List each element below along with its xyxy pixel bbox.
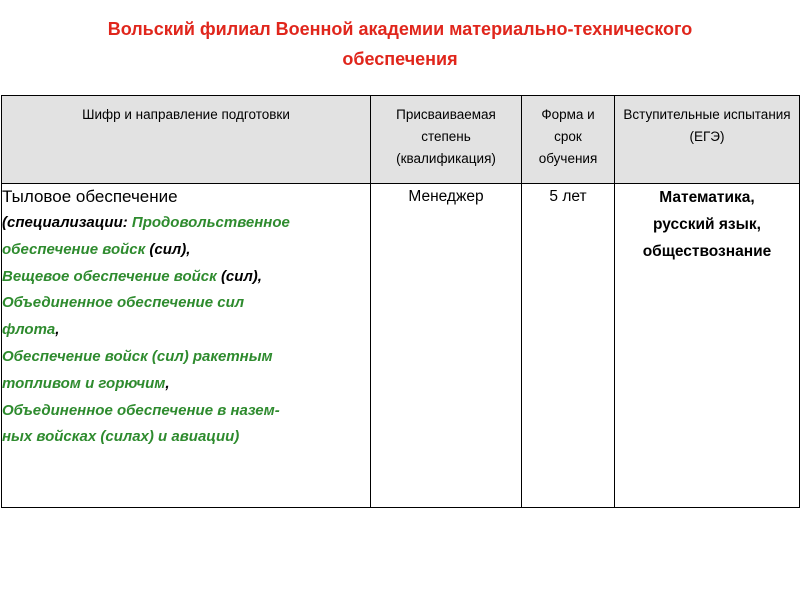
spec-line: (сил), (149, 240, 191, 258)
exam-item: обществознание (642, 243, 772, 260)
duration-value: 5 лет (549, 188, 587, 205)
header-study-form (522, 96, 615, 184)
specializations-list (2, 210, 370, 451)
spec-line: Объединенное обеспечение в назем- (2, 401, 280, 419)
spec-line: флота (2, 321, 56, 339)
exam-item: Математика, (659, 189, 755, 206)
qualification-value: Менеджер (408, 188, 484, 205)
table-header-row (2, 96, 800, 184)
spec-line: , (165, 374, 170, 392)
page-title-line-1: Вольский филиал Военной академии материально-технического (107, 19, 693, 39)
spec-line: , (55, 321, 60, 339)
spec-line: ных войсках (силах) и авиации) (2, 428, 240, 446)
spec-line: Продовольственное (131, 214, 290, 231)
spec-line: Объединенное обеспечение сил (2, 294, 245, 312)
spec-line: топливом и горючим (2, 374, 166, 392)
spec-line: Обеспечение войск (сил) ракетным (2, 347, 273, 365)
spec-label: специализации: (7, 214, 128, 231)
header-entrance-exams-label: Вступительные испытания (ЕГЭ) (623, 107, 791, 144)
header-entrance-exams (615, 96, 800, 184)
programs-table (1, 95, 800, 508)
direction-title: Тыловое обеспечение (2, 187, 178, 206)
header-qualification (371, 96, 522, 184)
direction-cell (2, 184, 371, 508)
header-qualification-label: Присваиваемая степень (квалификация) (396, 107, 496, 166)
header-direction-label: Шифр и направление подготовки (82, 107, 290, 122)
page-title-line-2: обеспечения (342, 49, 458, 69)
header-direction (2, 96, 371, 184)
page-title (20, 14, 780, 74)
table-row (2, 184, 800, 508)
exam-item: русский язык, (653, 216, 761, 233)
spec-line: Вещевое обеспечение войск (2, 267, 217, 285)
duration-cell (522, 184, 615, 508)
spec-line: (сил), (220, 267, 262, 285)
header-study-form-label: Форма и срок обучения (538, 107, 598, 166)
qualification-cell (371, 184, 522, 508)
spec-open-paren: ( (2, 214, 7, 231)
spec-line: обеспечение войск (2, 240, 146, 258)
exams-cell (615, 184, 800, 508)
